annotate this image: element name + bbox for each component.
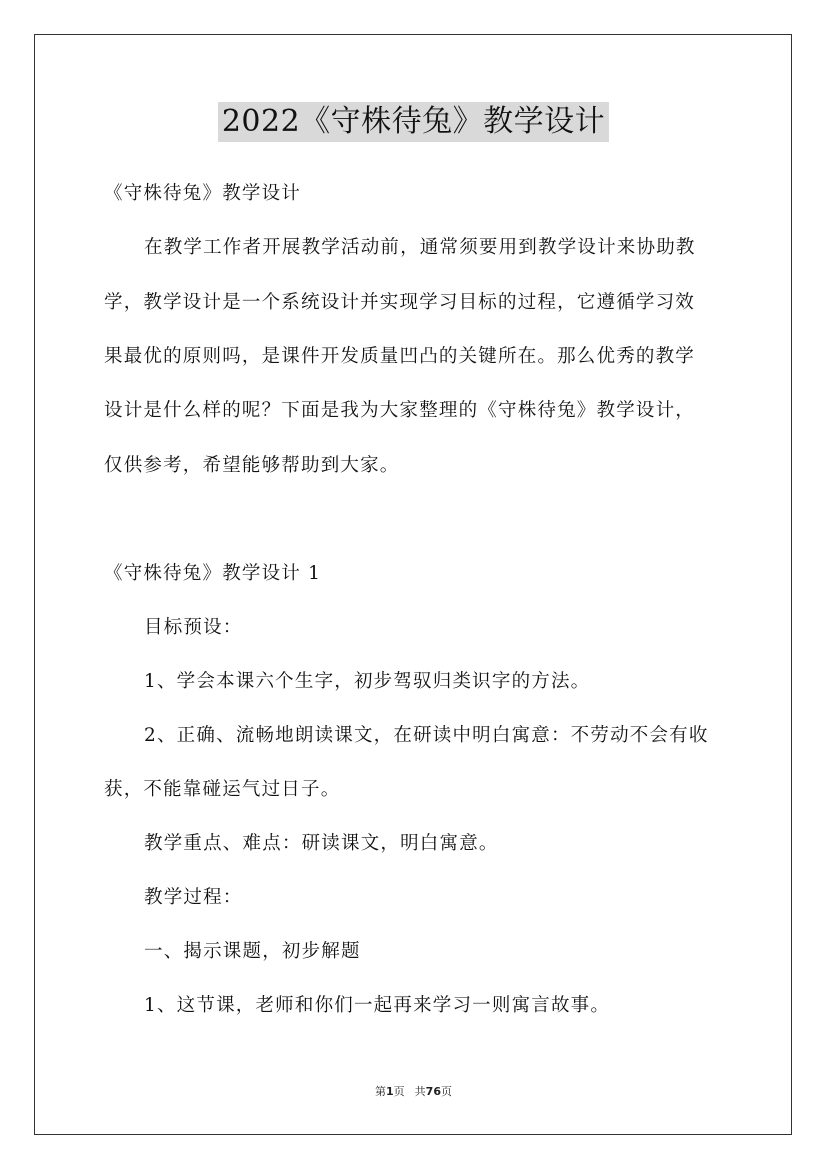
footer-page-prefix: 第	[375, 1085, 387, 1098]
body-line: 1、这节课，老师和你们一起再来学习一则寓言故事。	[144, 995, 611, 1016]
title-container	[0, 102, 827, 142]
document-title: 2022《守株待兔》教学设计	[218, 102, 609, 142]
footer-total-prefix: 共	[414, 1085, 426, 1098]
section-heading: 《守株待兔》教学设计 1	[104, 563, 322, 584]
intro-line: 仅供参考，希望能够帮助到大家。	[104, 455, 400, 476]
body-line: 2、正确、流畅地朗读课文，在研读中明白寓意：不劳动不会有收	[144, 725, 709, 746]
body-line: 教学重点、难点：研读课文，明白寓意。	[144, 833, 499, 854]
footer-page-total: 76	[425, 1085, 441, 1098]
intro-line: 学，教学设计是一个系统设计并实现学习目标的过程，它遵循学习效	[104, 292, 696, 313]
body-line: 1、学会本课六个生字，初步驾驭归类识字的方法。	[144, 671, 591, 692]
body-line: 目标预设：	[144, 617, 243, 638]
intro-line: 在教学工作者开展教学活动前，通常须要用到教学设计来协助教	[144, 237, 696, 258]
body-line: 获，不能靠碰运气过日子。	[104, 779, 341, 800]
page-footer	[0, 1083, 827, 1099]
footer-total-unit: 页	[440, 1085, 452, 1098]
body-line: 一、揭示课题，初步解题	[144, 941, 361, 962]
subtitle: 《守株待兔》教学设计	[104, 183, 302, 204]
footer-page-current: 1	[386, 1085, 394, 1098]
intro-line: 设计是什么样的呢？下面是我为大家整理的《守株待兔》教学设计，	[104, 400, 696, 421]
body-line: 教学过程：	[144, 887, 243, 908]
footer-page-unit: 页	[393, 1085, 405, 1098]
intro-line: 果最优的原则吗，是课件开发质量凹凸的关键所在。那么优秀的教学	[104, 346, 696, 367]
